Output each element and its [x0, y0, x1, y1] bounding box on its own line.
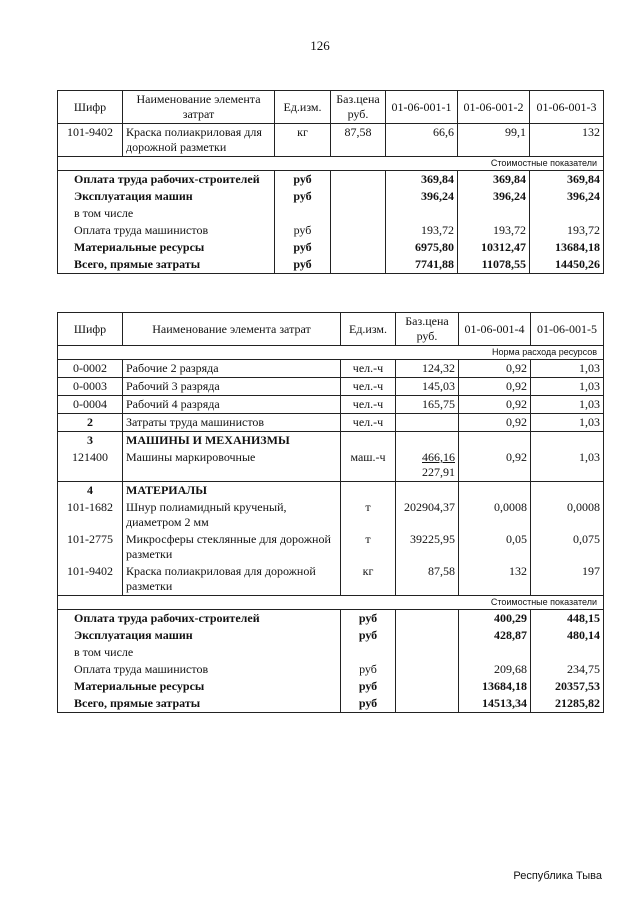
cost-value-1: 6975,80 [386, 239, 458, 256]
subheader-row [58, 157, 604, 171]
row-code: 101-9402 [58, 563, 123, 596]
cost-table-2 [57, 312, 604, 713]
row-name: Краска полиакриловая для дорожной разметки [123, 563, 341, 596]
row-code: 0-0002 [58, 360, 123, 378]
cost-value-3: 396,24 [530, 188, 604, 205]
row-price: 202904,37 [396, 499, 459, 531]
table-row [58, 378, 604, 396]
cost-row [58, 661, 604, 678]
cost-unit: руб [275, 171, 331, 189]
row-value-2: 1,03 [531, 414, 604, 432]
row-value-2: 1,03 [531, 396, 604, 414]
row-unit: маш.-ч [341, 449, 396, 482]
table-row [58, 414, 604, 432]
row-unit: чел.-ч [341, 414, 396, 432]
cost-value-2: 193,72 [458, 222, 530, 239]
row-value-1: 132 [459, 563, 531, 596]
header-price: Баз.цена руб. [331, 91, 386, 124]
cost-name: в том числе [58, 644, 341, 661]
row-code: 0-0003 [58, 378, 123, 396]
table2-header-row [58, 313, 604, 346]
cost-unit: руб [341, 661, 396, 678]
section-code: 3 [58, 432, 123, 450]
row-price: 87,58 [331, 124, 386, 157]
row-unit: т [341, 499, 396, 531]
cost-name: Оплата труда рабочих-строителей [58, 610, 341, 628]
section-title: МАШИНЫ И МЕХАНИЗМЫ [123, 432, 341, 450]
header-col-4: 01-06-001-4 [459, 313, 531, 346]
row-name: Шнур полиамидный крученый, диаметром 2 мм [123, 499, 341, 531]
header-col-5: 01-06-001-5 [531, 313, 604, 346]
row-name: Машины маркировочные [123, 449, 341, 482]
header-code: Шифр [58, 313, 123, 346]
row-value-2: 0,0008 [531, 499, 604, 531]
subheader-row [58, 596, 604, 610]
row-code: 101-2775 [58, 531, 123, 563]
row-value-1: 0,92 [459, 360, 531, 378]
row-price [396, 449, 459, 482]
cost-value-3: 369,84 [530, 171, 604, 189]
cost-value-1: 7741,88 [386, 256, 458, 274]
row-name: Рабочий 4 разряда [123, 396, 341, 414]
section-row [58, 482, 604, 500]
cost-unit: руб [275, 188, 331, 205]
subheader-label: Норма расхода ресурсов [58, 346, 604, 360]
cost-unit: руб [341, 610, 396, 628]
cost-value-1: 369,84 [386, 171, 458, 189]
cost-unit: руб [275, 239, 331, 256]
cost-name: Материальные ресурсы [58, 239, 275, 256]
row-value-2: 197 [531, 563, 604, 596]
cost-row [58, 222, 604, 239]
row-price: 165,75 [396, 396, 459, 414]
row-name: Рабочие 2 разряда [123, 360, 341, 378]
row-unit: т [341, 531, 396, 563]
row-value-1: 66,6 [386, 124, 458, 157]
row-value-2: 1,03 [531, 449, 604, 482]
cost-value-2: 20357,53 [531, 678, 604, 695]
price-line-2: 227,91 [422, 465, 455, 479]
cost-name: Всего, прямые затраты [58, 695, 341, 713]
row-code: 2 [58, 414, 123, 432]
row-code: 0-0004 [58, 396, 123, 414]
row-value-2: 99,1 [458, 124, 530, 157]
cost-value-1: 209,68 [459, 661, 531, 678]
cost-unit: руб [275, 256, 331, 274]
cost-name: Оплата труда машинистов [58, 222, 275, 239]
row-name: Микросферы стеклянные для дорожной разметки [123, 531, 341, 563]
cost-name: Материальные ресурсы [58, 678, 341, 695]
table-row [58, 396, 604, 414]
table1-header-row [58, 91, 604, 124]
cost-value-1: 13684,18 [459, 678, 531, 695]
cost-value-3: 193,72 [530, 222, 604, 239]
section-title: МАТЕРИАЛЫ [123, 482, 341, 500]
header-unit: Ед.изм. [275, 91, 331, 124]
row-value-1: 0,92 [459, 449, 531, 482]
row-value-1: 0,92 [459, 396, 531, 414]
row-unit: кг [275, 124, 331, 157]
cost-name: Оплата труда машинистов [58, 661, 341, 678]
subheader-label: Стоимостные показатели [58, 596, 604, 610]
row-value-1: 0,0008 [459, 499, 531, 531]
row-name: Рабочий 3 разряда [123, 378, 341, 396]
cost-value-2: 11078,55 [458, 256, 530, 274]
cost-value-2: 234,75 [531, 661, 604, 678]
row-code: 101-1682 [58, 499, 123, 531]
header-col-3: 01-06-001-3 [530, 91, 604, 124]
cost-unit: руб [275, 222, 331, 239]
cost-value-2: 21285,82 [531, 695, 604, 713]
subheader-row [58, 346, 604, 360]
row-unit: кг [341, 563, 396, 596]
cost-value-2: 480,14 [531, 627, 604, 644]
table-row [58, 449, 604, 482]
cost-unit: руб [341, 695, 396, 713]
table-row [58, 499, 604, 531]
header-name: Наименование элемента затрат [123, 313, 341, 346]
row-value-1: 0,05 [459, 531, 531, 563]
cost-row [58, 256, 604, 274]
cost-value-2: 369,84 [458, 171, 530, 189]
cost-name: Эксплуатация машин [58, 627, 341, 644]
table-row [58, 531, 604, 563]
cost-name: Оплата труда рабочих-строителей [58, 171, 275, 189]
header-col-1: 01-06-001-1 [386, 91, 458, 124]
row-price: 124,32 [396, 360, 459, 378]
cost-table-1 [57, 90, 604, 274]
row-value-1: 0,92 [459, 378, 531, 396]
row-code: 121400 [58, 449, 123, 482]
cost-value-3: 13684,18 [530, 239, 604, 256]
row-value-2: 0,075 [531, 531, 604, 563]
section-code: 4 [58, 482, 123, 500]
cost-name: в том числе [58, 205, 275, 222]
row-unit: чел.-ч [341, 360, 396, 378]
cost-value-2: 10312,47 [458, 239, 530, 256]
row-price: 145,03 [396, 378, 459, 396]
cost-row [58, 644, 604, 661]
table-row [58, 124, 604, 157]
cost-row [58, 610, 604, 628]
row-value-3: 132 [530, 124, 604, 157]
cost-name: Эксплуатация машин [58, 188, 275, 205]
row-value-2: 1,03 [531, 360, 604, 378]
row-unit: чел.-ч [341, 396, 396, 414]
header-col-2: 01-06-001-2 [458, 91, 530, 124]
subheader-label: Стоимостные показатели [58, 157, 604, 171]
header-price: Баз.цена руб. [396, 313, 459, 346]
cost-row [58, 627, 604, 644]
footer-region: Республика Тыва [513, 870, 602, 882]
row-value-1: 0,92 [459, 414, 531, 432]
table-row [58, 563, 604, 596]
cost-value-2: 448,15 [531, 610, 604, 628]
cost-value-3: 14450,26 [530, 256, 604, 274]
cost-value-2: 396,24 [458, 188, 530, 205]
row-unit: чел.-ч [341, 378, 396, 396]
cost-value-1: 396,24 [386, 188, 458, 205]
header-unit: Ед.изм. [341, 313, 396, 346]
row-name: Затраты труда машинистов [123, 414, 341, 432]
table-row [58, 360, 604, 378]
row-name: Краска полиакриловая для дорожной разметки [123, 124, 275, 157]
section-row [58, 432, 604, 450]
cost-value-1: 14513,34 [459, 695, 531, 713]
cost-value-1: 193,72 [386, 222, 458, 239]
cost-name: Всего, прямые затраты [58, 256, 275, 274]
cost-unit: руб [341, 627, 396, 644]
header-code: Шифр [58, 91, 123, 124]
cost-value-1: 400,29 [459, 610, 531, 628]
price-line-1: 466,16 [422, 450, 455, 464]
cost-row [58, 188, 604, 205]
cost-row [58, 205, 604, 222]
cost-value-1: 428,87 [459, 627, 531, 644]
cost-unit: руб [341, 678, 396, 695]
row-price: 39225,95 [396, 531, 459, 563]
cost-row [58, 678, 604, 695]
row-code: 101-9402 [58, 124, 123, 157]
page-number: 126 [310, 38, 330, 53]
cost-row [58, 695, 604, 713]
cost-row [58, 171, 604, 189]
row-price: 87,58 [396, 563, 459, 596]
cost-row [58, 239, 604, 256]
header-name: Наименование элемента затрат [123, 91, 275, 124]
row-value-2: 1,03 [531, 378, 604, 396]
